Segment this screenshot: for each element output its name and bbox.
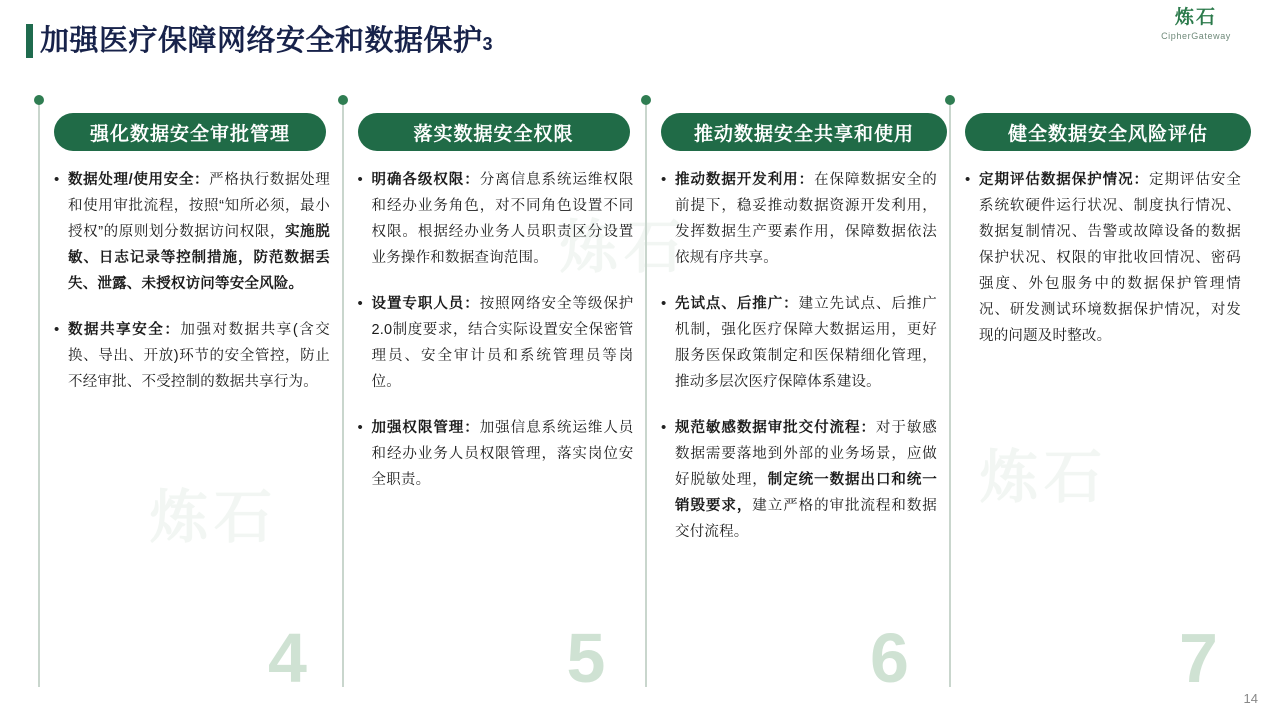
- page-number: 14: [1243, 691, 1258, 706]
- slide-header: [26, 18, 493, 59]
- content-columns: [38, 95, 1253, 695]
- bullet-text: 设置专职人员：按照网络安全等级保护2.0制度要求，结合实际设置安全保密管理员、安全审计员和系统管理员等岗位。: [371, 296, 634, 390]
- bullet-dot-icon: •: [54, 321, 60, 338]
- bullet-text: 数据处理/使用安全：严格执行数据处理和使用审批流程，按照“知所必须，最小授权”的原则划分数据访问权限，实施脱敏、日志记录等控制措施，防范数据丢失、泄露、未授权访问等安全风险。: [68, 172, 330, 292]
- list-item: [661, 415, 937, 545]
- bullet-text: 加强权限管理：加强信息系统运维人员和经办业务人员权限管理，落实岗位安全职责。: [371, 420, 634, 488]
- column-heading: 落实数据安全权限: [358, 113, 630, 151]
- column-dot-icon: [34, 95, 44, 105]
- column-divider: [949, 95, 951, 687]
- bullet-text: 明确各级权限：分离信息系统运维权限和经办业务角色，对不同角色设置不同权限。根据经办业务人员职责区分设置业务操作和数据查询范围。: [371, 172, 634, 266]
- bullet-list: [54, 167, 330, 395]
- column-divider: [645, 95, 647, 687]
- column-number: 7: [1179, 619, 1218, 697]
- list-item: [358, 415, 634, 493]
- list-item: [358, 291, 634, 395]
- logo-subtitle: CipherGateway: [1161, 30, 1231, 41]
- brand-logo: [1136, 8, 1256, 41]
- watermark: 炼石: [980, 445, 1109, 510]
- column-heading: 强化数据安全审批管理: [54, 113, 326, 151]
- list-item: [661, 291, 937, 395]
- bullet-list: [358, 167, 634, 493]
- column-number: 5: [566, 619, 606, 697]
- column-divider: [342, 95, 344, 687]
- column-heading: 推动数据安全共享和使用: [661, 113, 947, 151]
- column-5: [342, 95, 646, 695]
- column-6: [645, 95, 949, 695]
- list-item: [661, 167, 937, 271]
- column-number: 4: [268, 619, 307, 697]
- bullet-list: [661, 167, 937, 545]
- bullet-dot-icon: •: [357, 419, 363, 436]
- list-item: [965, 167, 1241, 349]
- column-divider: [38, 95, 40, 687]
- list-item: [54, 167, 330, 297]
- bullet-text: 定期评估数据保护情况：定期评估安全系统软硬件运行状况、制度执行情况、数据复制情况、告警或故障设备的数据保护状况、权限的审批收回情况、密码强度、外包服务中的数据保护管理情况、研发测试环境数据保护情况，对发现的问题及时整改。: [979, 172, 1241, 344]
- bullet-text: 规范敏感数据审批交付流程：对于敏感数据需要落地到外部的业务场景，应做好脱敏处理，制定统一数据出口和统一销毁要求，建立严格的审批流程和数据交付流程。: [675, 420, 938, 540]
- bullet-dot-icon: •: [661, 419, 667, 436]
- list-item: [358, 167, 634, 271]
- logo-mark: 炼石: [1174, 7, 1217, 28]
- bullet-list: [965, 167, 1241, 349]
- watermark: 炼石: [560, 215, 689, 280]
- title-accent-bar: [26, 24, 33, 58]
- bullet-dot-icon: •: [357, 295, 363, 312]
- column-heading: 健全数据安全风险评估: [965, 113, 1251, 151]
- column-dot-icon: [338, 95, 348, 105]
- list-item: [54, 317, 330, 395]
- column-number: 6: [870, 619, 909, 697]
- bullet-dot-icon: •: [357, 171, 363, 188]
- bullet-text: 先试点、后推广：建立先试点、后推广机制，强化医疗保障大数据运用，更好服务医保政策制定和医保精细化管理，推动多层次医疗保障体系建设。: [675, 296, 937, 390]
- bullet-dot-icon: •: [965, 171, 971, 188]
- bullet-dot-icon: •: [54, 171, 60, 188]
- bullet-text: 推动数据开发利用：在保障数据安全的前提下，稳妥推动数据资源开发利用，发挥数据生产要素作用，保障数据依法依规有序共享。: [675, 172, 937, 266]
- bullet-text: 数据共享安全：加强对数据共享(含交换、导出、开放)环节的安全管控，防止不经审批、不受控制的数据共享行为。: [68, 322, 330, 390]
- column-4: [38, 95, 342, 695]
- bullet-dot-icon: •: [661, 295, 667, 312]
- page-title-superscript: 3: [482, 34, 493, 54]
- page-title: 加强医疗保障网络安全和数据保护: [40, 25, 483, 57]
- column-dot-icon: [945, 95, 955, 105]
- watermark: 炼石: [150, 485, 279, 550]
- column-dot-icon: [641, 95, 651, 105]
- bullet-dot-icon: •: [661, 171, 667, 188]
- column-7: [949, 95, 1253, 695]
